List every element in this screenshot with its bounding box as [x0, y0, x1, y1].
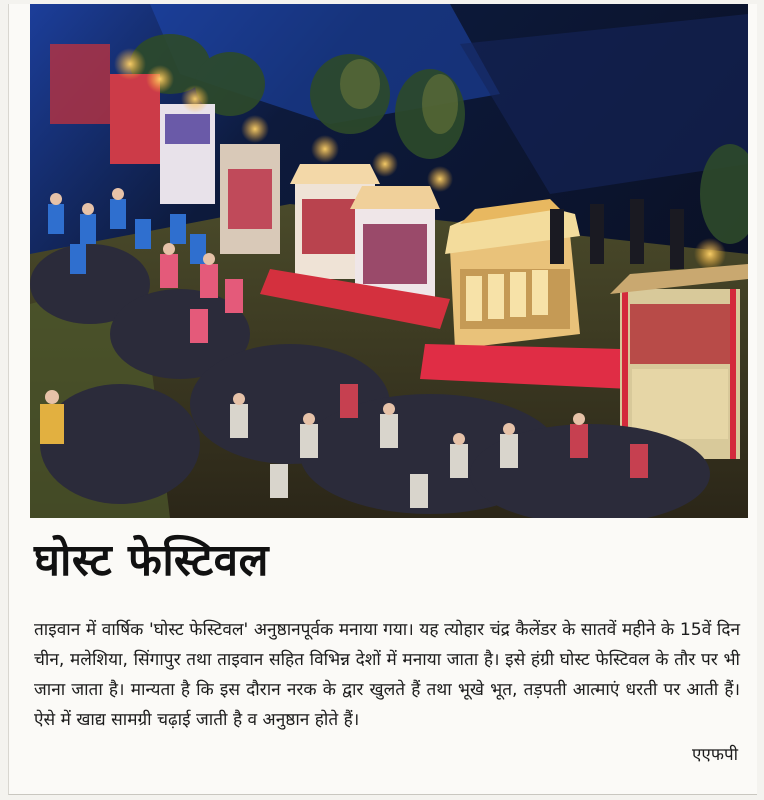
festival-photo: [30, 4, 748, 518]
photo-credit: एएफपी: [692, 745, 738, 765]
article-body: ताइवान में वार्षिक 'घोस्ट फेस्टिवल' अनुष्ठानपूर्वक मनाया गया। यह त्योहार चंद्र कैलेंडर के सातवें महीने के 15वें दिन चीन, मलेशिया, सिंगापुर तथा ताइवान सहित विभिन्न देशों में मनाया जाता है। इसे हंग्री घोस्ट फेस्टिवल के तौर पर भी जाना जाता है। मान्यता है कि इस दौरान नरक के द्वार खुलते हैं तथा भूखे भूत, तड़पती आत्माएं धरती पर आती हैं। ऐसे में खाद्य सामग्री चढ़ाई जाती है व अनुष्ठान होते हैं।: [34, 620, 740, 730]
headline: घोस्ट फेस्टिवल: [34, 535, 269, 586]
